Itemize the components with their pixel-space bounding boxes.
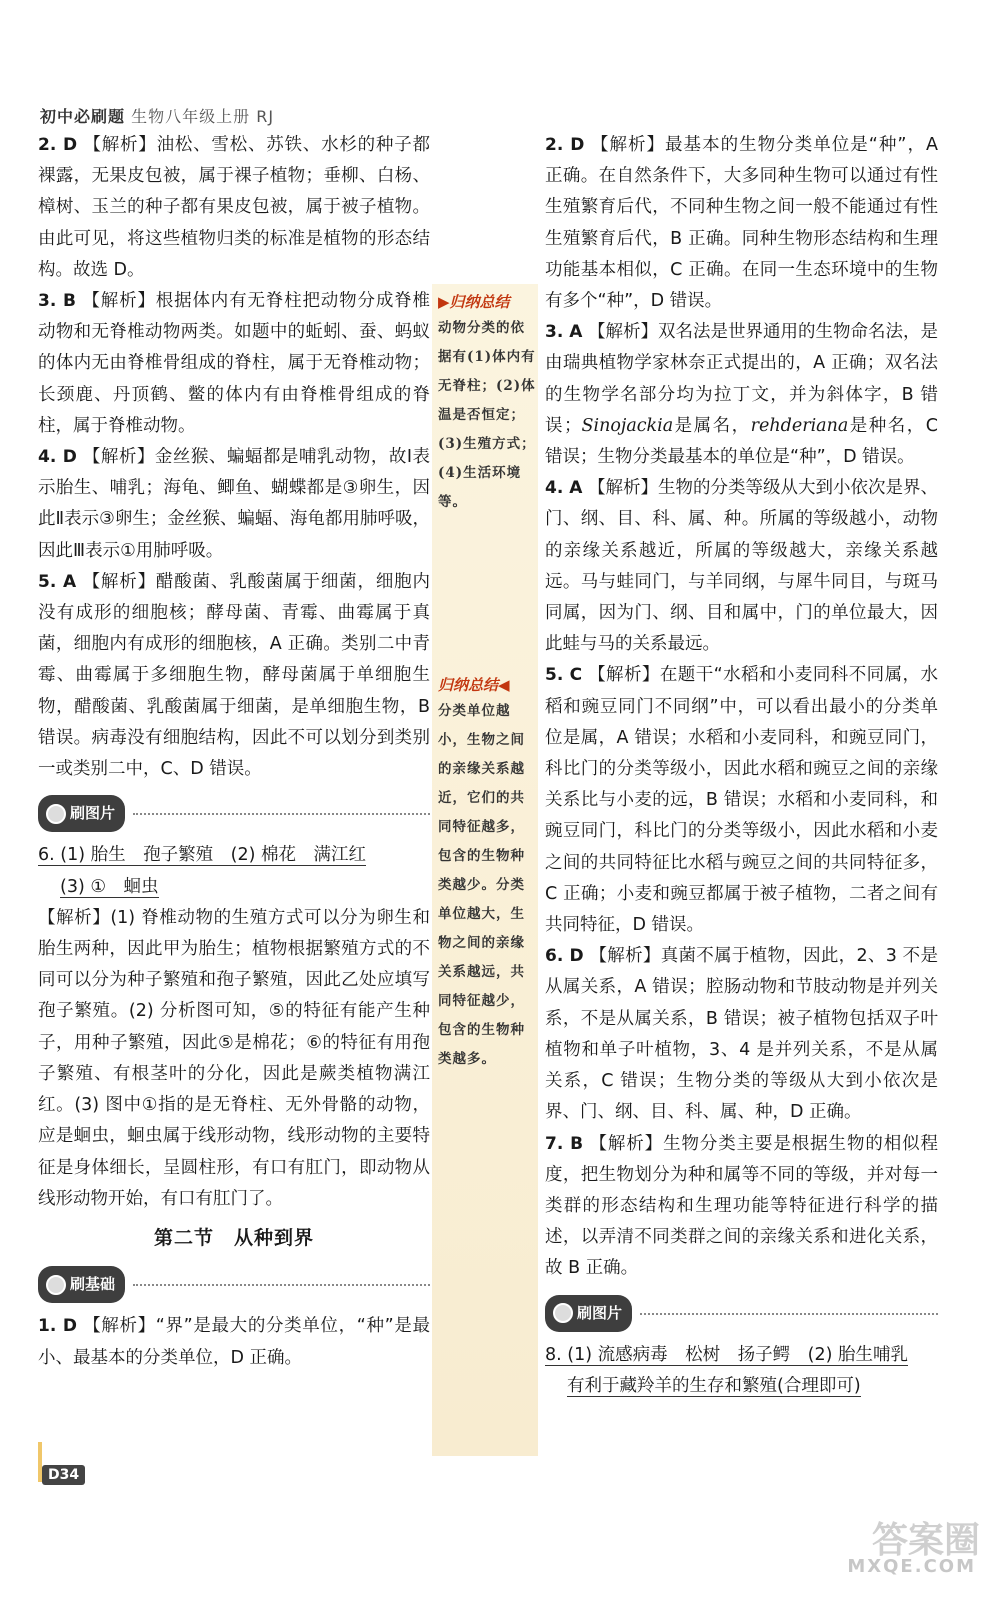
brush-icon xyxy=(46,804,66,824)
summary-note-2 xyxy=(438,673,538,1074)
summary-note-2-heading: 归纳总结◀ xyxy=(438,676,510,694)
book-edition: RJ xyxy=(256,107,275,126)
section-badge-basics: 刷基础 xyxy=(38,1266,430,1303)
book-title: 初中必刷题 xyxy=(40,107,126,126)
book-subtitle: 生物八年级上册 xyxy=(131,107,251,126)
dotted-divider xyxy=(133,812,430,815)
species-name: rehderiana xyxy=(750,415,849,436)
section-badge-images-right: 刷图片 xyxy=(545,1295,938,1332)
summary-note-1 xyxy=(438,290,538,517)
page-header xyxy=(40,104,274,127)
answer-8-line-2: 有利于藏羚羊的生存和繁殖(合理即可) xyxy=(567,1375,861,1396)
summary-note-1-heading: ▶归纳总结 xyxy=(438,293,510,311)
answer-6-right: 6. D 【解析】真菌不属于植物，因此，2、3 不是从属关系，A 错误；腔肠动物和节肢动物是并列关系，不是从属关系，B 错误；被子植物包括双子叶植物和单子叶植物，3、4 是并列关系，不是从属关系，C 错误；生物分类的等级从大到小依次是界、门、纲、目、科、属、种，D 正确。 xyxy=(545,946,938,1123)
answer-5: 5. A 【解析】醋酸菌、乳酸菌属于细菌，细胞内没有成形的细胞核；酵母菌、青霉、曲霉属于真菌，细胞内有成形的细胞核，A 正确。类别二中青霉、曲霉属于多细胞生物，酵母菌属于单细胞生物，醋酸菌、乳酸菌属于细菌，是单细胞生物，B 错误。病毒没有细胞结构，因此不可以划分到类别一或类别二中，C、D 错误。 xyxy=(38,571,430,780)
answer-1: 1. D 【解析】“界”是最大的分类单位，“种”是最小、最基本的分类单位，D 正确。 xyxy=(38,1316,430,1368)
right-column xyxy=(545,130,938,1402)
summary-note-1-body: 动物分类的依据有(1)体内有无脊柱；(2)体温是否恒定；(3)生殖方式；(4)生活环境等。 xyxy=(438,320,536,510)
watermark-logo: 答案圈 xyxy=(871,1520,980,1561)
left-column xyxy=(38,130,430,1374)
genus-name: Sinojackia xyxy=(581,415,674,436)
dotted-divider xyxy=(133,1283,430,1286)
dotted-divider xyxy=(640,1312,938,1315)
answer-4-right: 4. A 【解析】生物的分类等级从大到小依次是界、门、纲、目、科、属、种。所属的等级越小，动物的亲缘关系越近，所属的等级越大，亲缘关系越远。马与蛙同门，与羊同纲，与犀牛同目，与斑马同属，因为门、纲、目和属中，门的单位最大，因此蛙与马的关系最远。 xyxy=(545,478,938,655)
answer-6-explanation: 【解析】(1) 脊椎动物的生殖方式可以分为卵生和胎生两种，因此甲为胎生；植物根据繁殖方式的不同可以分为种子繁殖和孢子繁殖，因此乙处应填写孢子繁殖。(2) 分析图可知，⑤的特征有能产生种子，用种子繁殖，因此⑤是棉花；⑥的特征有用孢子繁殖、有根茎叶的分化，因此是蕨类植物满江红。(3) 图中①指的是无脊柱、无外骨骼的动物，应是蛔虫，蛔虫属于线形动物，线形动物的主要特征是身体细长，呈圆柱形，有口有肛门，即动物从线形动物开始，有口有肛门了。 xyxy=(38,907,430,1209)
answer-2: 2. D 【解析】油松、雪松、苏铁、水杉的种子都裸露，无果皮包被，属于裸子植物；垂柳、白杨、樟树、玉兰的种子都有果皮包被，属于被子植物。由此可见，将这些植物归类的标准是植物的形态结构。故选 D。 xyxy=(38,135,430,280)
answer-2-right: 2. D 【解析】最基本的生物分类单位是“种”，A 正确。在自然条件下，大多同种生物可以通过有性生殖繁育后代，不同种生物之间一般不能通过有性生殖繁育后代，B 正确。同种生物形态结构和生理功能基本相似，C 正确。在同一生态环境中的生物有多个“种”，D 错误。 xyxy=(545,135,938,312)
page-number: D34 xyxy=(42,1465,85,1485)
watermark-url: MXQE.COM xyxy=(847,1556,976,1577)
answer-7-right: 7. B 【解析】生物分类主要是根据生物的相似程度，把生物划分为种和属等不同的等级，并对每一类群的形态结构和生理功能等特征进行科学的描述，以弄清不同类群之间的亲缘关系和进化关系，故 B 正确。 xyxy=(545,1133,938,1279)
answer-6-line-1: 6. (1) 胎生 孢子繁殖 (2) 棉花 满江红 xyxy=(38,845,366,866)
section-badge-images: 刷图片 xyxy=(38,795,430,832)
answer-4: 4. D 【解析】金丝猴、蝙蝠都是哺乳动物，故Ⅰ表示胎生、哺乳；海龟、鲫鱼、蝴蝶都是③卵生，因此Ⅱ表示③卵生；金丝猴、蝙蝠、海龟都用肺呼吸，因此Ⅲ表示①用肺呼吸。 xyxy=(38,447,430,561)
answer-3-right: 3. A 【解析】双名法是世界通用的生物命名法，是由瑞典植物学家林奈正式提出的，A 正确；双名法的生物学名部分均为拉丁文，并为斜体字，B 错误；Sinojackia是属名，rehderiana是种名，C 错误；生物分类最基本的单位是“种”，D 错误。 xyxy=(545,322,938,468)
answer-3: 3. B 【解析】根据体内有无脊柱把动物分成脊椎动物和无脊椎动物两类。如题中的蚯蚓、蚕、蚂蚁的体内无由脊椎骨组成的脊柱，属于无脊椎动物；长颈鹿、丹顶鹤、鳖的体内有由脊椎骨组成的脊柱，属于脊椎动物。 xyxy=(38,291,430,436)
section-title: 第二节 从种到界 xyxy=(153,1226,314,1249)
answer-8-line-1: 8. (1) 流感病毒 松树 扬子鳄 (2) 胎生哺乳 xyxy=(545,1344,908,1365)
brush-icon xyxy=(553,1303,573,1323)
answer-6-line-2: (3) ① 蛔虫 xyxy=(60,876,159,897)
brush-icon xyxy=(46,1275,66,1295)
answer-5-right: 5. C 【解析】在题干“水稻和小麦同科不同属，水稻和豌豆同门不同纲”中，可以看出最小的分类单位是属，A 错误；水稻和小麦同科，和豌豆同门，科比门的分类等级小，因此水稻和豌豆之间的亲缘关系比与小麦的远，B 错误；水稻和小麦同科，和豌豆同门，科比门的分类等级小，因此水稻和小麦之间的共同特征比水稻与豌豆之间的共同特征多，C 正确；小麦和豌豆都属于被子植物，二者之间有共同特征，D 错误。 xyxy=(545,665,938,936)
summary-note-2-body: 分类单位越小，生物之间的亲缘关系越近，它们的共同特征越多，包含的生物种类越少。分类单位越大，生物之间的亲缘关系越远，共同特征越少，包含的生物种类越多。 xyxy=(438,703,525,1067)
